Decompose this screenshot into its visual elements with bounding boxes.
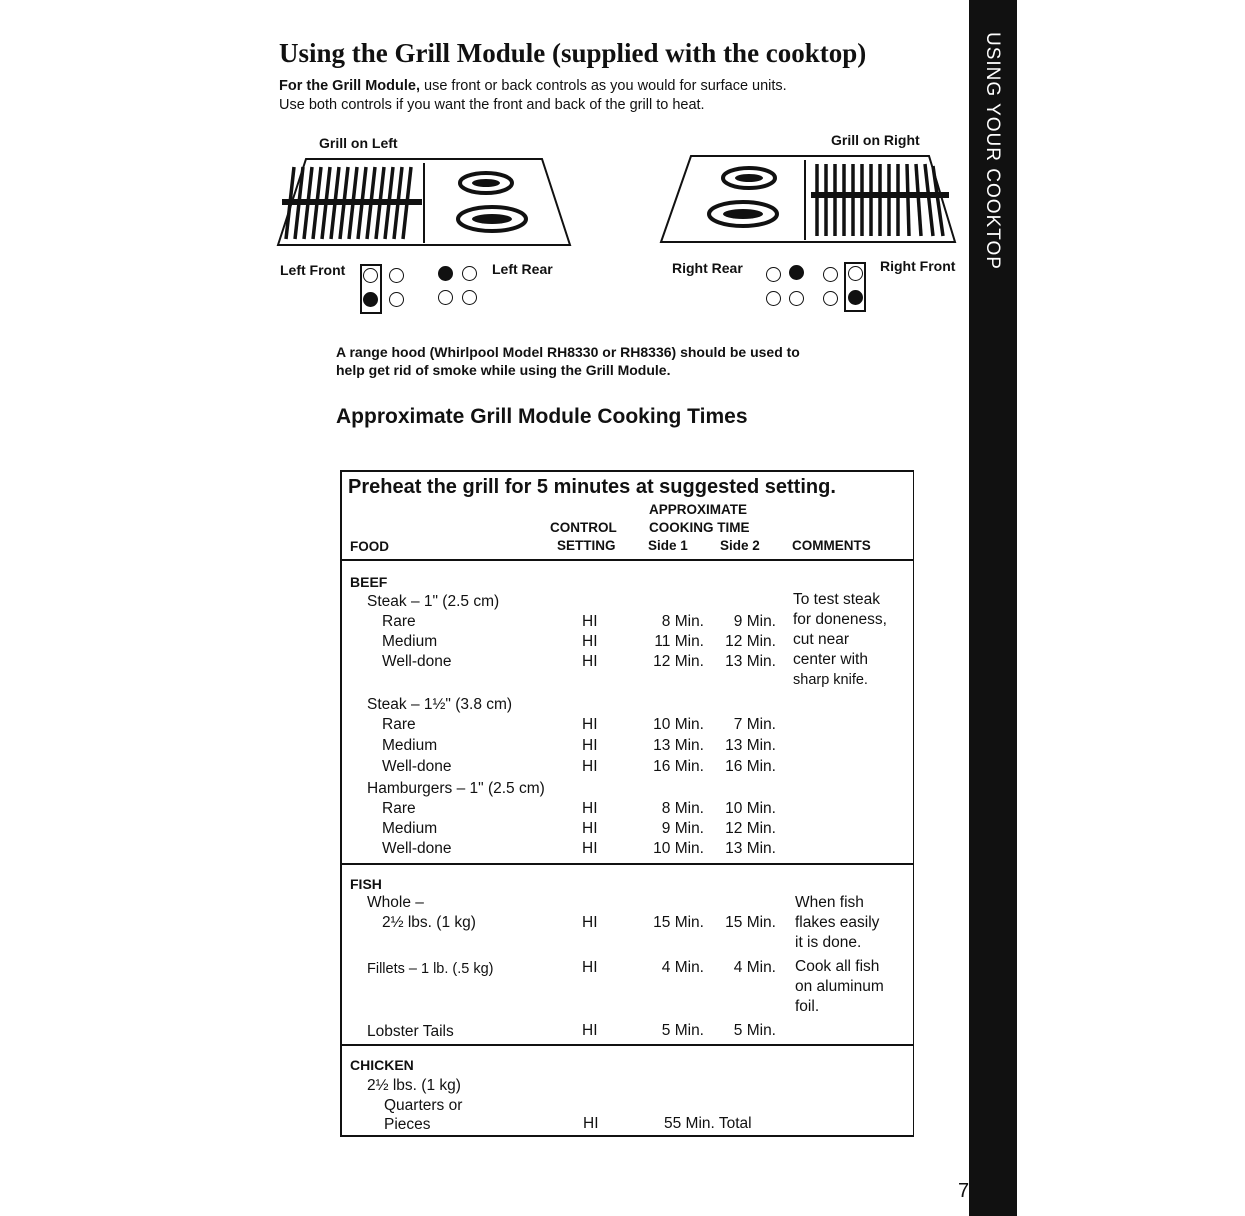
- category-beef: BEEF: [350, 574, 388, 590]
- setting-cell: HI: [582, 914, 598, 931]
- side1-cell: 13 Min.: [653, 737, 704, 754]
- knob-filled-icon: [789, 265, 804, 280]
- comment-line: it is done.: [795, 934, 862, 951]
- cooking-times-table: [340, 470, 914, 1137]
- setting-cell: HI: [582, 820, 598, 837]
- side2-cell: 12 Min.: [725, 820, 776, 837]
- chicken-quarters: Quarters or: [384, 1097, 463, 1114]
- side2-cell: 13 Min.: [725, 840, 776, 857]
- side1-cell: 11 Min.: [654, 633, 704, 650]
- knob-icon: [823, 267, 838, 282]
- header-side-1: Side 1: [648, 538, 688, 553]
- chicken-total-time: 55 Min. Total: [664, 1115, 752, 1132]
- comment-line: center with: [793, 651, 868, 668]
- fish-whole-weight: 2½ lbs. (1 kg): [382, 914, 476, 931]
- knob-filled-icon: [438, 266, 453, 281]
- intro-line-2: Use both controls if you want the front and back of the grill to heat.: [279, 97, 705, 113]
- knob-icon: [389, 268, 404, 283]
- intro-line-1: use front or back controls as you would for surface units.: [424, 78, 787, 94]
- fish-fillets: Fillets – 1 lb. (.5 kg): [367, 961, 494, 977]
- setting-cell: HI: [582, 959, 598, 976]
- header-food: FOOD: [350, 539, 389, 554]
- chicken-weight: 2½ lbs. (1 kg): [367, 1077, 461, 1094]
- setting-cell: HI: [582, 800, 598, 817]
- steak-1-5-inch: Steak – 1½" (3.8 cm): [367, 696, 513, 713]
- preheat-note: Preheat the grill for 5 minutes at suggested setting.: [348, 476, 836, 498]
- sidebar-label: USING YOUR COOKTOP: [982, 32, 1003, 270]
- left-rear-label: Left Rear: [492, 261, 553, 277]
- setting-cell: HI: [582, 613, 598, 630]
- fish-divider: [342, 1044, 913, 1046]
- knob-filled-icon: [848, 290, 863, 305]
- food-cell: Medium: [382, 737, 438, 754]
- setting-cell: HI: [582, 758, 598, 775]
- comment-line: cut near: [793, 631, 850, 648]
- side2-cell: 12 Min.: [725, 633, 776, 650]
- grill-left-label: Grill on Left: [319, 135, 398, 151]
- food-cell: Well-done: [382, 653, 452, 670]
- setting-cell: HI: [582, 716, 598, 733]
- comment-line: for doneness,: [793, 611, 887, 628]
- side2-cell: 4 Min.: [733, 959, 776, 976]
- comment-line: flakes easily: [795, 914, 880, 931]
- header-divider: [342, 559, 913, 561]
- side2-cell: 10 Min.: [725, 800, 776, 817]
- table-heading: Approximate Grill Module Cooking Times: [336, 405, 748, 428]
- knob-icon: [363, 268, 378, 283]
- side1-cell: 9 Min.: [661, 820, 704, 837]
- page-title: Using the Grill Module (supplied with the cooktop): [279, 38, 867, 68]
- category-fish: FISH: [350, 876, 382, 892]
- comment-line: Cook all fish: [795, 958, 880, 975]
- knob-icon: [823, 291, 838, 306]
- food-cell: Well-done: [382, 758, 452, 775]
- side1-cell: 4 Min.: [661, 959, 704, 976]
- comment-line: When fish: [795, 894, 864, 911]
- knob-icon: [438, 290, 453, 305]
- food-cell: Rare: [382, 800, 416, 817]
- comment-line: To test steak: [793, 591, 881, 608]
- category-chicken: CHICKEN: [350, 1057, 414, 1073]
- side2-cell: 9 Min.: [733, 613, 776, 630]
- side1-cell: 12 Min.: [653, 653, 704, 670]
- knob-filled-icon: [363, 292, 378, 307]
- comment-line: foil.: [795, 998, 820, 1015]
- setting-cell: HI: [582, 633, 598, 650]
- food-cell: Rare: [382, 716, 416, 733]
- setting-cell: HI: [582, 840, 598, 857]
- header-cooking-time: COOKING TIME: [649, 520, 750, 535]
- side1-cell: 16 Min.: [653, 758, 704, 775]
- knob-icon: [389, 292, 404, 307]
- chicken-pieces: Pieces: [384, 1116, 431, 1133]
- setting-cell: HI: [582, 653, 598, 670]
- comment-line: sharp knife.: [793, 672, 868, 688]
- header-control: CONTROL: [550, 520, 617, 535]
- side1-cell: 8 Min.: [661, 613, 704, 630]
- side1-cell: 5 Min.: [661, 1022, 704, 1039]
- side2-cell: 16 Min.: [725, 758, 776, 775]
- food-cell: Medium: [382, 633, 438, 650]
- right-rear-label: Right Rear: [672, 260, 743, 276]
- grill-right-label: Grill on Right: [831, 132, 920, 148]
- header-approximate: APPROXIMATE: [649, 502, 748, 517]
- header-setting: SETTING: [557, 538, 616, 553]
- food-cell: Well-done: [382, 840, 452, 857]
- page-number: 7: [958, 1180, 970, 1202]
- knob-icon: [766, 291, 781, 306]
- knob-icon: [462, 290, 477, 305]
- hamburgers: Hamburgers – 1" (2.5 cm): [367, 780, 545, 797]
- knob-icon: [848, 266, 863, 281]
- fish-lobster: Lobster Tails: [367, 1023, 454, 1040]
- grill-right-illustration: [659, 152, 957, 247]
- fish-whole: Whole –: [367, 894, 424, 911]
- intro-text: [279, 77, 787, 115]
- grill-left-illustration: [276, 155, 572, 250]
- side1-cell: 10 Min.: [653, 716, 704, 733]
- side2-cell: 5 Min.: [733, 1022, 776, 1039]
- hood-note-line-2: help get rid of smoke while using the Grill Module.: [336, 362, 671, 378]
- side2-cell: 13 Min.: [725, 653, 776, 670]
- knob-icon: [789, 291, 804, 306]
- side1-cell: 8 Min.: [661, 800, 704, 817]
- setting-cell: HI: [583, 1115, 599, 1132]
- steak-1-inch: Steak – 1" (2.5 cm): [367, 593, 500, 610]
- side2-cell: 7 Min.: [733, 716, 776, 733]
- side2-cell: 13 Min.: [725, 737, 776, 754]
- beef-divider: [342, 863, 913, 865]
- header-comments: COMMENTS: [792, 538, 871, 553]
- side1-cell: 15 Min.: [653, 914, 704, 931]
- intro-bold: For the Grill Module,: [279, 78, 420, 94]
- hood-note: [336, 343, 926, 379]
- left-front-label: Left Front: [280, 262, 346, 278]
- setting-cell: HI: [582, 1022, 598, 1039]
- comment-line: on aluminum: [795, 978, 884, 995]
- knob-icon: [766, 267, 781, 282]
- hood-note-line-1: A range hood (Whirlpool Model RH8330 or RH8336) should be used to: [336, 344, 800, 360]
- header-side-2: Side 2: [720, 538, 760, 553]
- right-front-label: Right Front: [880, 258, 956, 274]
- side2-cell: 15 Min.: [725, 914, 776, 931]
- setting-cell: HI: [582, 737, 598, 754]
- food-cell: Medium: [382, 820, 438, 837]
- section-sidebar-tab: [969, 0, 1017, 1216]
- food-cell: Rare: [382, 613, 416, 630]
- side1-cell: 10 Min.: [653, 840, 704, 857]
- knob-icon: [462, 266, 477, 281]
